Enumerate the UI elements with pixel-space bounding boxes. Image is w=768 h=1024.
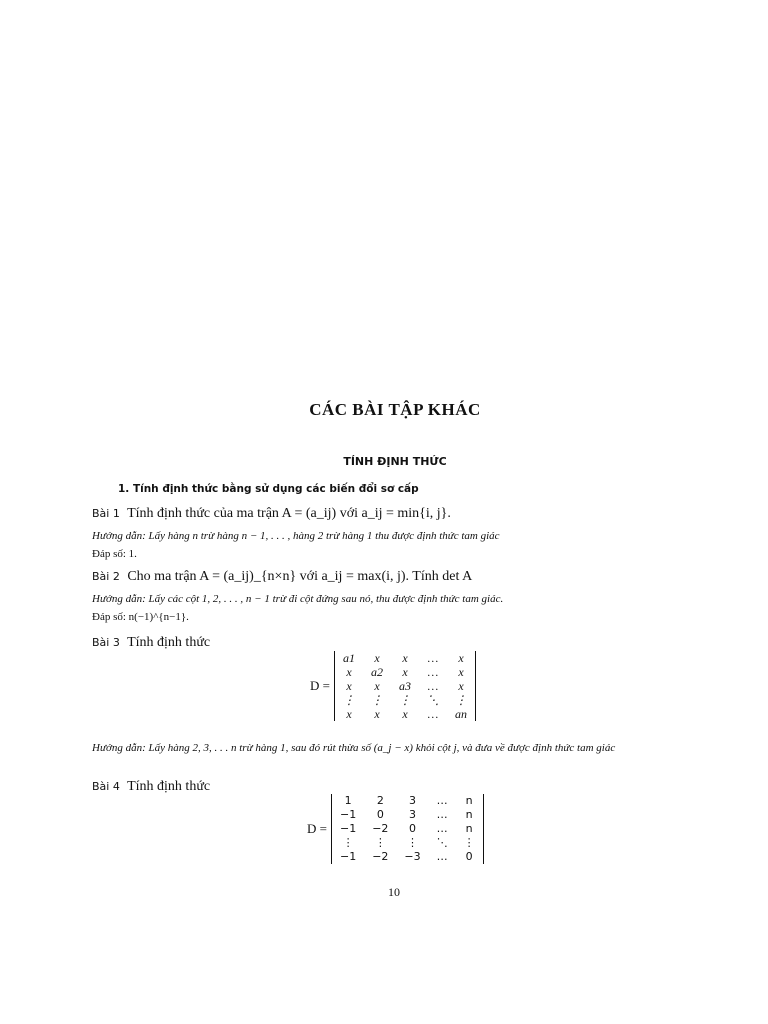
matrix-cell: … (427, 651, 439, 665)
matrix-row (334, 665, 475, 679)
matrix-row (331, 836, 483, 850)
exercise-4-label: Bài 4 (92, 780, 120, 793)
matrix-cell: ⋱ (436, 836, 448, 849)
matrix-3 (334, 651, 476, 721)
matrix-cell: x (458, 679, 464, 693)
matrix-cell: … (436, 850, 448, 863)
matrix-row (334, 693, 475, 707)
matrix-row (331, 808, 483, 822)
matrix-row (331, 822, 483, 836)
matrix-row (334, 651, 475, 665)
matrix-cell: 1 (344, 794, 352, 807)
exercise-4-text: Tính định thức (127, 779, 211, 794)
exercise-1-text: Tính định thức của ma trận A = (a_ij) với a_ij = min{i, j}. (127, 506, 451, 521)
matrix-cell: ⋮ (454, 693, 467, 707)
matrix-cell: −1 (339, 850, 357, 863)
matrix-cell: x (346, 707, 352, 721)
matrix-cell: … (427, 707, 439, 721)
matrix-cell: … (436, 794, 448, 807)
exercise-3-label: Bài 3 (92, 636, 120, 649)
matrix-cell: x (374, 651, 380, 665)
exercise-1-hint: Hướng dẫn: Lấy hàng n trừ hàng n − 1, . . . , hàng 2 trừ hàng 1 thu được định thức tam giác (92, 530, 500, 542)
matrix-row (334, 679, 475, 693)
matrix-cell: −1 (339, 822, 357, 835)
matrix-cell: x (458, 651, 464, 665)
exercise-2-text: Cho ma trận A = (a_ij)_{n×n} với a_ij = max(i, j). Tính det A (127, 569, 473, 584)
matrix-cell: 3 (409, 808, 417, 821)
matrix-cell: ⋮ (374, 836, 386, 849)
matrix-cell: x (346, 665, 352, 679)
matrix-cell: a2 (370, 665, 383, 679)
matrix-cell: … (436, 808, 448, 821)
matrix-cell: ⋮ (407, 836, 419, 849)
exercise-3-hint: Hướng dẫn: Lấy hàng 2, 3, . . . n trừ hàng 1, sau đó rút thừa số (a_j − x) khỏi cột j, và đưa về được định thức tam giác (92, 742, 616, 754)
matrix-cell: −2 (372, 850, 389, 863)
matrix-cell: x (402, 651, 408, 665)
exercise-1-label: Bài 1 (92, 507, 120, 520)
matrix-cell: n (465, 808, 473, 821)
exercise-2-label: Bài 2 (92, 570, 120, 583)
matrix-cell: n (465, 822, 473, 835)
matrix-cell: −2 (372, 822, 389, 835)
page-number: 10 (388, 885, 400, 899)
section-heading: 1. Tính định thức bằng sử dụng các biến đổi sơ cấp (118, 483, 419, 495)
exercise-2-hint: Hướng dẫn: Lấy các cột 1, 2, . . . , n − 1 trừ đi cột đứng sau nó, thu được định thức tam giác. (92, 593, 504, 605)
matrix-cell: ⋮ (342, 836, 354, 849)
matrix-cell: x (402, 707, 408, 721)
exercise-1 (92, 506, 451, 522)
matrix-cell: ⋮ (463, 836, 475, 849)
determinant-3-lhs: D = (310, 678, 330, 693)
exercise-2 (92, 569, 472, 585)
matrix-cell: n (465, 794, 473, 807)
matrix-cell: 0 (465, 850, 473, 863)
matrix-cell: ⋮ (342, 693, 355, 707)
matrix-cell: … (427, 665, 439, 679)
determinant-4-lhs: D = (307, 821, 327, 836)
matrix-cell: … (436, 822, 448, 835)
matrix-4 (331, 794, 484, 864)
matrix-row (331, 850, 483, 864)
exercise-3 (92, 635, 210, 651)
matrix-cell: ⋮ (370, 693, 383, 707)
exercise-3-text: Tính định thức (127, 635, 211, 650)
matrix-row (331, 794, 483, 808)
matrix-cell: a3 (398, 679, 411, 693)
exercise-2-answer: Đáp số: n(−1)^{n−1}. (92, 611, 189, 623)
matrix-cell: an (454, 707, 467, 721)
matrix-cell: x (458, 665, 464, 679)
exercise-4 (92, 779, 210, 795)
matrix-cell: x (374, 679, 380, 693)
matrix-cell: … (427, 679, 439, 693)
matrix-row (334, 707, 475, 721)
matrix-cell: ⋱ (426, 693, 439, 707)
matrix-cell: ⋮ (398, 693, 411, 707)
matrix-cell: −3 (404, 850, 421, 863)
matrix-cell: x (374, 707, 380, 721)
matrix-cell: 2 (376, 794, 384, 807)
exercise-1-answer: Đáp số: 1. (92, 548, 137, 560)
matrix-cell: x (402, 665, 408, 679)
page-title: CÁC BÀI TẬP KHÁC (309, 400, 481, 419)
matrix-cell: a1 (342, 651, 355, 665)
matrix-cell: 0 (376, 808, 384, 821)
matrix-cell: 3 (409, 794, 417, 807)
matrix-cell: x (346, 679, 352, 693)
determinant-4 (307, 794, 484, 864)
matrix-cell: 0 (409, 822, 417, 835)
determinant-3 (310, 651, 476, 721)
chapter-subtitle: TÍNH ĐỊNH THỨC (343, 455, 447, 468)
matrix-cell: −1 (339, 808, 357, 821)
